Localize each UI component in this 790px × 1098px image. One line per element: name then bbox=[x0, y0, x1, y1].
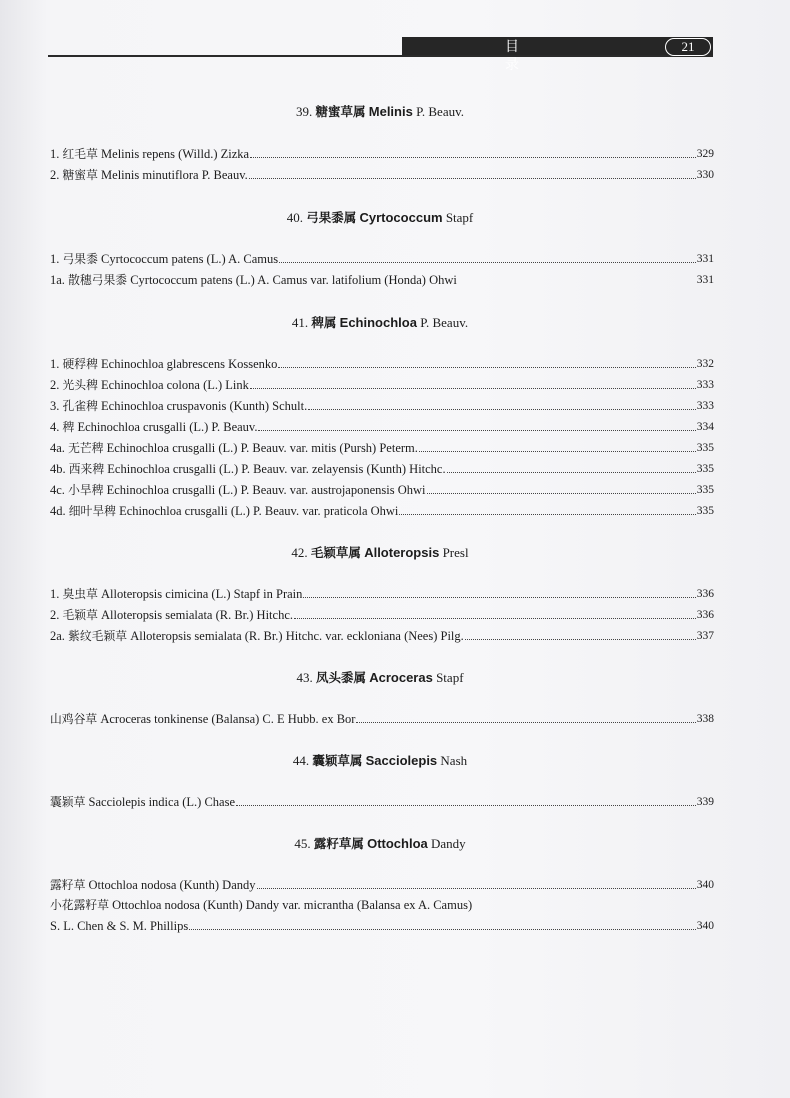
page-ref: 331 bbox=[696, 253, 714, 265]
toc-entry[interactable]: 1. 臭虫草 Alloteropsis cimicina (L.) Stapf in Prain 336 bbox=[50, 587, 714, 601]
toc-entry[interactable]: 2a. 紫纹毛颖草 Alloteropsis semialata (R. Br.) Hitchc. var. eckloniana (Nees) Pilg. 337 bbox=[50, 629, 714, 643]
toc-entry[interactable]: 4c. 小旱稗 Echinochloa crusgalli (L.) P. Beauv. var. austrojaponensis Ohwi 335 bbox=[50, 483, 714, 497]
toc-entry[interactable]: 囊颖草 Sacciolepis indica (L.) Chase 339 bbox=[50, 795, 714, 809]
dot-leader bbox=[250, 156, 696, 158]
dot-leader bbox=[308, 408, 696, 410]
page-ref: 336 bbox=[696, 609, 714, 621]
dot-leader bbox=[356, 721, 695, 723]
dot-leader bbox=[257, 887, 696, 889]
page-ref: 333 bbox=[696, 379, 714, 391]
page-ref: 334 bbox=[696, 421, 714, 433]
page-ref: 331 bbox=[696, 274, 714, 286]
toc-entry[interactable]: 2. 光头稗 Echinochloa colona (L.) Link 333 bbox=[50, 378, 714, 392]
page-ref: 332 bbox=[696, 358, 714, 370]
page-ref: 333 bbox=[696, 400, 714, 412]
toc-entry[interactable]: 4. 稗 Echinochloa crusgalli (L.) P. Beauv. 334 bbox=[50, 420, 714, 434]
toc-entry[interactable]: 1. 硬稃稗 Echinochloa glabrescens Kossenko 332 bbox=[50, 357, 714, 371]
page-ref: 340 bbox=[696, 879, 714, 891]
dot-leader bbox=[278, 366, 695, 368]
page-ref: 335 bbox=[696, 505, 714, 517]
toc-entry[interactable]: 1. 弓果黍 Cyrtococcum patens (L.) A. Camus 331 bbox=[50, 252, 714, 266]
dot-leader bbox=[427, 492, 696, 494]
dot-leader bbox=[465, 638, 696, 640]
dot-leader bbox=[250, 387, 696, 389]
page-ref: 335 bbox=[696, 484, 714, 496]
section-heading: 39. 糖蜜草属 Melinis P. Beauv. bbox=[296, 104, 464, 119]
toc-entry[interactable]: 4a. 无芒稗 Echinochloa crusgalli (L.) P. Beauv. var. mitis (Pursh) Peterm. 335 bbox=[50, 441, 714, 455]
page-ref: 329 bbox=[696, 148, 714, 160]
toc-entry[interactable]: S. L. Chen & S. M. Phillips 340 bbox=[50, 919, 714, 933]
header-title: 目 录 bbox=[505, 39, 535, 73]
dot-leader bbox=[419, 450, 696, 452]
section-heading: 43. 凤头黍属 Acroceras Stapf bbox=[296, 670, 464, 685]
page-ref: 330 bbox=[696, 169, 714, 181]
section-heading: 44. 囊颖草属 Sacciolepis Nash bbox=[292, 753, 468, 768]
page-ref: 339 bbox=[696, 796, 714, 808]
dot-leader bbox=[249, 177, 696, 179]
page-ref: 335 bbox=[696, 463, 714, 475]
page-ref: 335 bbox=[696, 442, 714, 454]
section-heading: 42. 毛颖草属 Alloteropsis Presl bbox=[291, 545, 469, 560]
toc-entry[interactable]: 4d. 细叶旱稗 Echinochloa crusgalli (L.) P. Beauv. var. praticola Ohwi 335 bbox=[50, 504, 714, 518]
toc-entry-wrapped-line[interactable]: 小花露籽草 Ottochloa nodosa (Kunth) Dandy var. micrantha (Balansa ex A. Camus) bbox=[50, 898, 473, 912]
page-ref: 338 bbox=[696, 713, 714, 725]
header-rule bbox=[48, 55, 713, 57]
toc-entry[interactable]: 山鸡谷草 Acroceras tonkinense (Balansa) C. E Hubb. ex Bor 338 bbox=[50, 712, 714, 726]
page-number: 21 bbox=[665, 38, 711, 56]
page-ref: 336 bbox=[696, 588, 714, 600]
dot-leader bbox=[399, 513, 695, 515]
dot-leader bbox=[189, 928, 696, 930]
page-ref: 340 bbox=[696, 920, 714, 932]
toc-entry[interactable]: 露籽草 Ottochloa nodosa (Kunth) Dandy 340 bbox=[50, 878, 714, 892]
toc-entry[interactable]: 1. 红毛草 Melinis repens (Willd.) Zizka 329 bbox=[50, 147, 714, 161]
dot-leader bbox=[447, 471, 696, 473]
section-heading: 40. 弓果黍属 Cyrtococcum Stapf bbox=[286, 210, 474, 225]
dot-leader bbox=[294, 617, 696, 619]
dot-leader bbox=[258, 429, 695, 431]
dot-leader bbox=[236, 804, 696, 806]
toc-entry[interactable]: 2. 毛颖草 Alloteropsis semialata (R. Br.) Hitchc. 336 bbox=[50, 608, 714, 622]
section-heading: 41. 稗属 Echinochloa P. Beauv. bbox=[291, 315, 469, 330]
toc-entry[interactable]: 2. 糖蜜草 Melinis minutiflora P. Beauv. 330 bbox=[50, 168, 714, 182]
toc-entry[interactable]: 4b. 西来稗 Echinochloa crusgalli (L.) P. Beauv. var. zelayensis (Kunth) Hitchc. 335 bbox=[50, 462, 714, 476]
toc-entry[interactable]: 1a. 散穗弓果黍 Cyrtococcum patens (L.) A. Camus var. latifolium (Honda) Ohwi 331 bbox=[50, 273, 714, 287]
dot-leader bbox=[303, 596, 695, 598]
page-ref: 337 bbox=[696, 630, 714, 642]
dot-leader bbox=[279, 261, 696, 263]
section-heading: 45. 露籽草属 Ottochloa Dandy bbox=[294, 836, 466, 851]
toc-entry[interactable]: 3. 孔雀稗 Echinochloa cruspavonis (Kunth) Schult. 333 bbox=[50, 399, 714, 413]
